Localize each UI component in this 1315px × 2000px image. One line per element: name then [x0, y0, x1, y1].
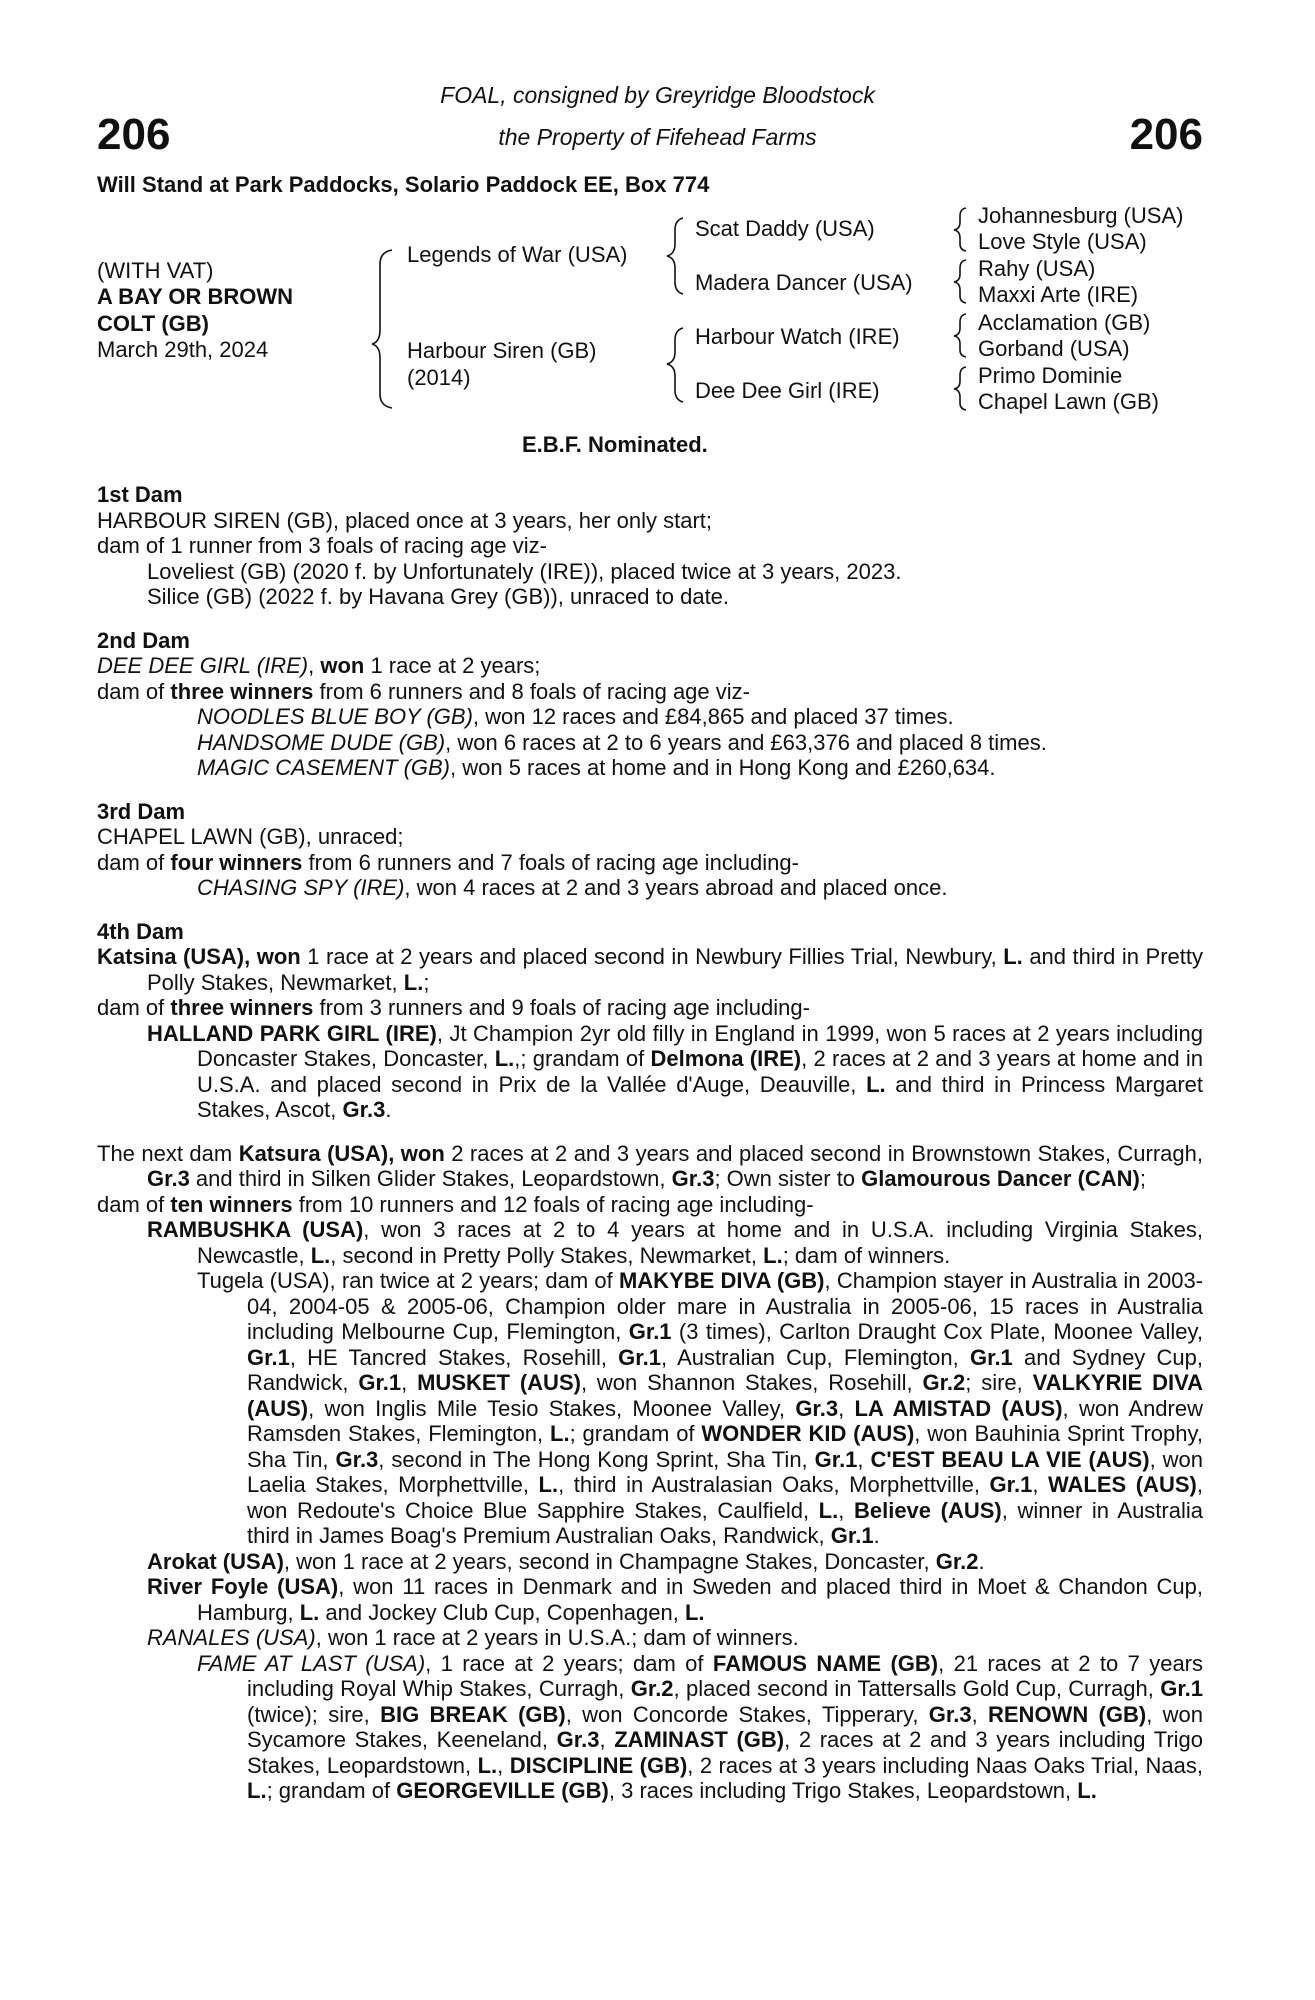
- sire: Legends of War (USA): [407, 242, 628, 267]
- dam2-line2: dam of three winners from 6 runners and 8 foals of racing age viz-: [97, 678, 750, 704]
- dam1-progeny-1: Loveliest (GB) (2020 f. by Unfortunately (IRE)), placed twice at 3 years, 2023.: [147, 558, 902, 584]
- consignor-line: FOAL, consigned by Greyridge Bloodstock: [440, 82, 875, 108]
- sire-dam: Madera Dancer (USA): [695, 270, 913, 295]
- lot-number-right: 206: [1129, 110, 1203, 159]
- dam4-heading: 4th Dam: [97, 918, 184, 944]
- foaling-date: March 29th, 2024: [97, 337, 269, 362]
- dam2-progeny-1: NOODLES BLUE BOY (GB), won 12 races and £84,865 and placed 37 times.: [197, 704, 954, 729]
- dam1-line2: dam of 1 runner from 3 foals of racing age viz-: [97, 533, 547, 558]
- next-dam-progeny-arokat: Arokat (USA), won 1 race at 2 years, second in Champagne Stakes, Doncaster, Gr.2.: [147, 1548, 985, 1574]
- sire-dam-dam: Maxxi Arte (IRE): [978, 282, 1139, 307]
- brace-sire: [667, 218, 683, 294]
- dam-sire-dam: Gorband (USA): [978, 336, 1130, 361]
- sire-sire: Scat Daddy (USA): [695, 216, 875, 241]
- brace-ds: [954, 314, 966, 357]
- catalogue-body: [97, 482, 1203, 1804]
- next-dam-progeny-rambushka: RAMBUSHKA (USA), won 3 races at 2 to 4 years at home and in U.S.A. including Virginia Stakes, Newcastle, L., second in Pretty Polly Stakes, Newmarket, L.; dam of winners.: [147, 1217, 1203, 1268]
- ebf-nomination: E.B.F. Nominated.: [522, 432, 708, 457]
- vat-note: (WITH VAT): [97, 258, 214, 283]
- next-dam-grandprogeny-tugela: Tugela (USA), ran twice at 2 years; dam of MAKYBE DIVA (GB), Champion stayer in Australia in 2003-04, 2004-05 & 2005-06, Champion older mare in Australia in 2005-06, 15 races in Australia including Melbourne Cup, Flemington, Gr.1 (3 times), Carlton Draught Cox Plate, Moonee Valley, Gr.1, HE Tancred Stakes, Rosehill, Gr.1, Australian Cup, Flemington, Gr.1 and Sydney Cup, Randwick, Gr.1, MUSKET (AUS), won Shannon Stakes, Rosehill, Gr.2; sire, VALKYRIE DIVA (AUS), won Inglis Mile Tesio Stakes, Moonee Valley, Gr.3, LA AMISTAD (AUS), won Andrew Ramsden Stakes, Flemington, L.; grandam of WONDER KID (AUS), won Bauhinia Sprint Trophy, Sha Tin, Gr.3, second in The Hong Kong Sprint, Sha Tin, Gr.1, C'EST BEAU LA VIE (AUS), won Laelia Stakes, Morphettville, L., third in Australasian Oaks, Morphettville, Gr.1, WALES (AUS), won Redoute's Choice Blue Sapphire Stakes, Caulfield, L., Believe (AUS), winner in Australia third in James Boag's Premium Australian Oaks, Randwick, Gr.1.: [197, 1268, 1204, 1548]
- dam: Harbour Siren (GB): [407, 338, 597, 363]
- dam1-progeny-2: Silice (GB) (2022 f. by Havana Grey (GB)), unraced to date.: [147, 584, 730, 609]
- next-dam-progeny-ranales: RANALES (USA), won 1 race at 2 years in U.S.A.; dam of winners.: [147, 1625, 799, 1650]
- lot-number-left: 206: [97, 110, 171, 159]
- horse-description: A BAY OR BROWN: [97, 284, 293, 309]
- property-line: the Property of Fifehead Farms: [498, 124, 817, 150]
- sire-dam-sire: Rahy (USA): [978, 256, 1096, 281]
- horse-sex: COLT (GB): [97, 311, 210, 336]
- next-dam-line2: dam of ten winners from 10 runners and 12 foals of racing age including-: [97, 1191, 814, 1217]
- dam2-line1: DEE DEE GIRL (IRE), won 1 race at 2 years;: [97, 653, 541, 678]
- brace-dam: [667, 328, 683, 402]
- dam3-progeny-1: CHASING SPY (IRE), won 4 races at 2 and 3 years abroad and placed once.: [197, 875, 948, 900]
- brace-ss: [954, 208, 966, 251]
- brace-dd: [954, 367, 966, 410]
- dam4-line1: Katsina (USA), won 1 race at 2 years and placed second in Newbury Fillies Trial, Newbury, L. and third in Pretty Polly Stakes, Newmarket, L.;: [97, 944, 1203, 995]
- sire-sire-sire: Johannesburg (USA): [978, 203, 1184, 228]
- brace-sd: [954, 260, 966, 303]
- dam-dam-dam: Chapel Lawn (GB): [978, 389, 1159, 414]
- dam2-progeny-3: MAGIC CASEMENT (GB), won 5 races at home and in Hong Kong and £260,634.: [197, 755, 996, 780]
- dam-sire-sire: Acclamation (GB): [978, 310, 1151, 335]
- dam1-heading: 1st Dam: [97, 482, 183, 507]
- dam-year: (2014): [407, 365, 471, 390]
- dam4-progeny-1: HALLAND PARK GIRL (IRE), Jt Champion 2yr old filly in England in 1999, won 5 races at 2 years including Doncaster Stakes, Doncaster, L.,; grandam of Delmona (IRE), 2 races at 2 and 3 years at home and in U.S.A. and placed second in Prix de la Vallée d'Auge, Deauville, L. and third in Princess Margaret Stakes, Ascot, Gr.3.: [147, 1020, 1204, 1122]
- dam3-line1: CHAPEL LAWN (GB), unraced;: [97, 824, 404, 849]
- dam2-heading: 2nd Dam: [97, 627, 190, 653]
- dam-sire: Harbour Watch (IRE): [695, 324, 900, 349]
- stand-location: Will Stand at Park Paddocks, Solario Paddock EE, Box 774: [97, 172, 710, 197]
- next-dam-progeny-river-foyle: River Foyle (USA), won 11 races in Denmark and in Sweden and placed third in Moet & Chandon Cup, Hamburg, L. and Jockey Club Cup, Copenhagen, L.: [147, 1574, 1203, 1625]
- dam4-line2: dam of three winners from 3 runners and 9 foals of racing age including-: [97, 995, 810, 1020]
- dam-dam-sire: Primo Dominie: [978, 363, 1123, 388]
- sire-sire-dam: Love Style (USA): [978, 229, 1147, 254]
- dam3-line2: dam of four winners from 6 runners and 7 foals of racing age including-: [97, 849, 799, 875]
- dam3-heading: 3rd Dam: [97, 798, 186, 824]
- dam1-line1: HARBOUR SIREN (GB), placed once at 3 years, her only start;: [97, 507, 713, 533]
- next-dam-grandprogeny-fame-at-last: FAME AT LAST (USA), 1 race at 2 years; dam of FAMOUS NAME (GB), 21 races at 2 to 7 years including Royal Whip Stakes, Curragh, Gr.2, placed second in Tattersalls Gold Cup, Curragh, Gr.1 (twice); sire, BIG BREAK (GB), won Concorde Stakes, Tipperary, Gr.3, RENOWN (GB), won Sycamore Stakes, Keeneland, Gr.3, ZAMINAST (GB), 2 races at 2 and 3 years including Trigo Stakes, Leopardstown, L., DISCIPLINE (GB), 2 races at 3 years including Naas Oaks Trial, Naas, L.; grandam of GEORGEVILLE (GB), 3 races including Trigo Stakes, Leopardstown, L.: [197, 1650, 1204, 1803]
- dam-dam: Dee Dee Girl (IRE): [695, 378, 880, 403]
- brace-main: [372, 250, 392, 408]
- next-dam-line1: The next dam Katsura (USA), won 2 races at 2 and 3 years and placed second in Brownstown Stakes, Curragh, Gr.3 and third in Silken Glider Stakes, Leopardstown, Gr.3; Own sister to Glamourous Dancer (CAN);: [97, 1140, 1203, 1191]
- dam2-progeny-2: HANDSOME DUDE (GB), won 6 races at 2 to 6 years and £63,376 and placed 8 times.: [197, 729, 1047, 755]
